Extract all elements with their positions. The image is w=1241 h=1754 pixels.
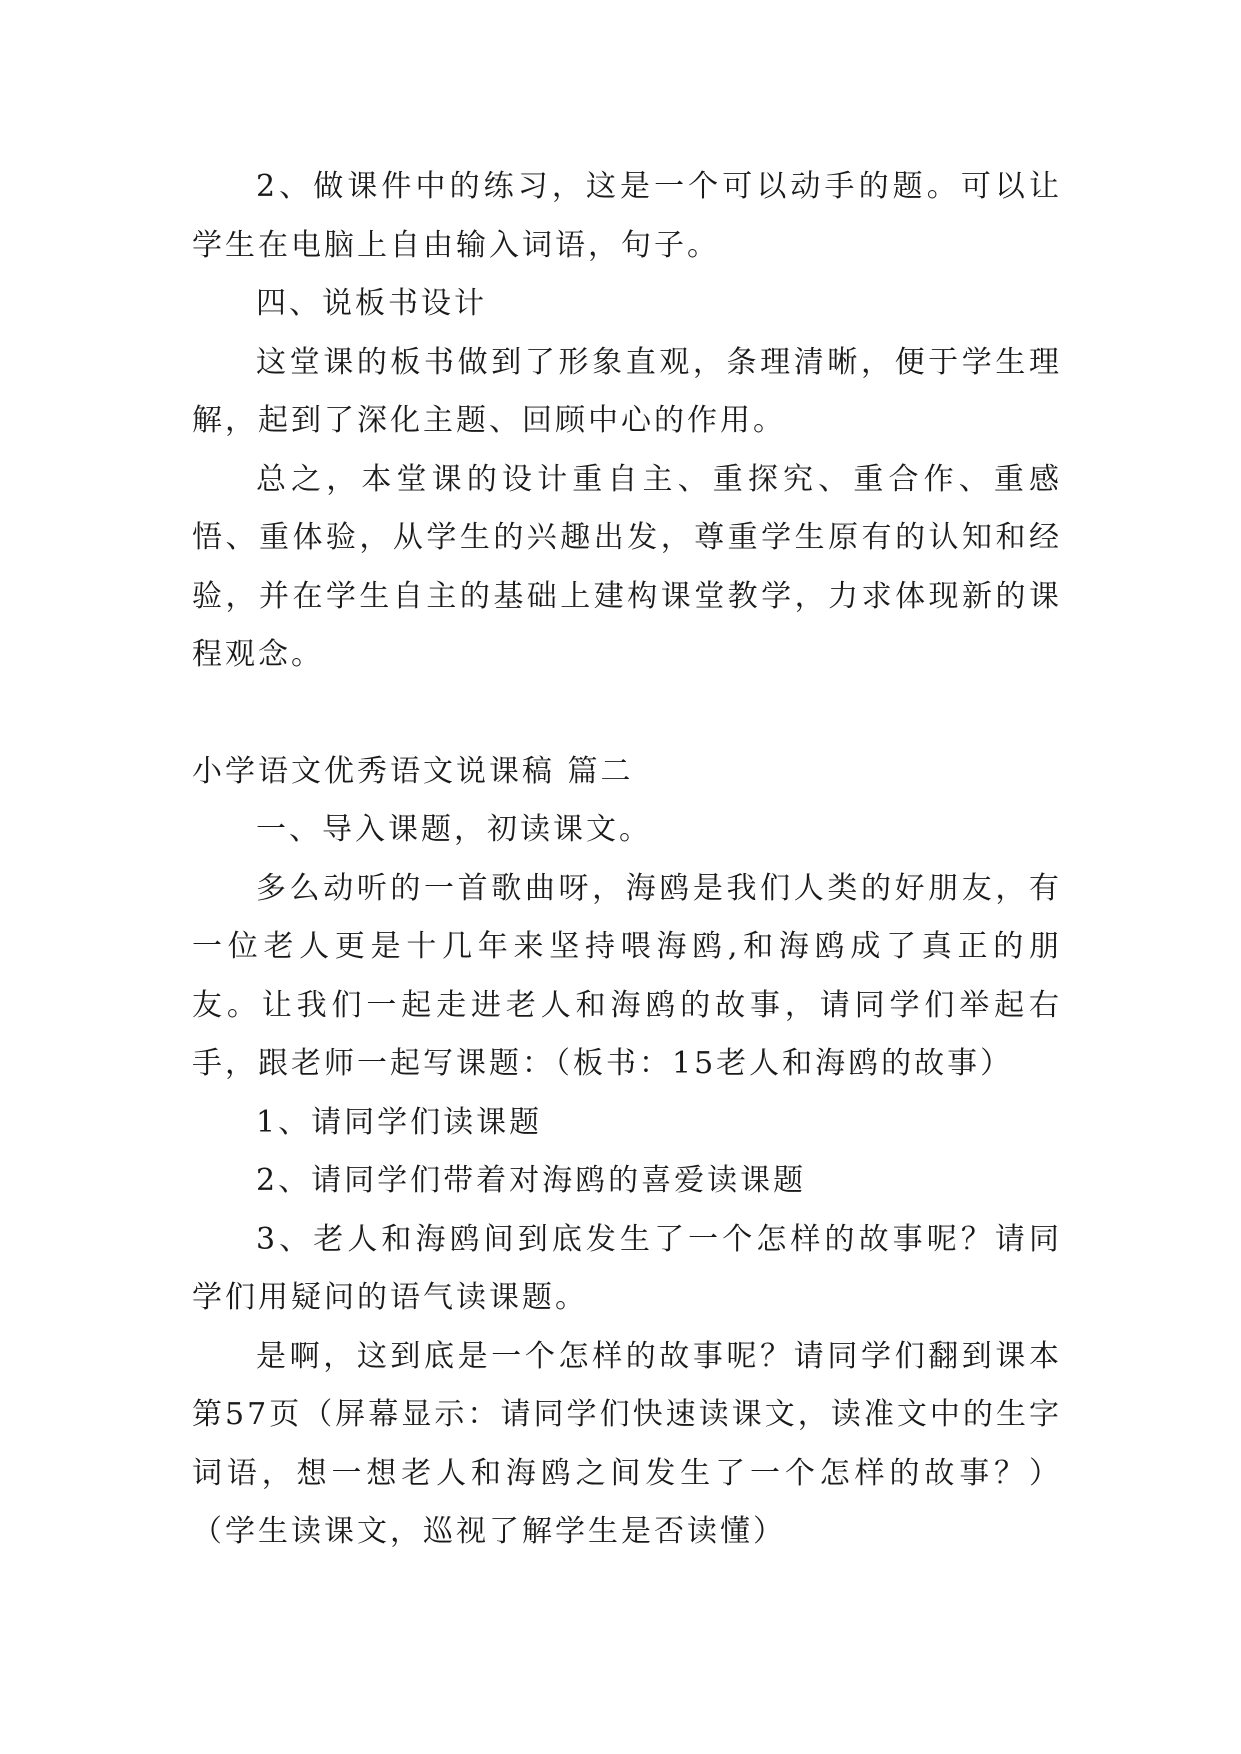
section-heading: 四、说板书设计 [256, 286, 487, 321]
paragraph: 是啊，这到底是一个怎样的故事呢？请同学们翻到课本第57页（屏幕显示：请同学们快速读课文，读准文中的生字词语，想一想老人和海鸥之间发生了一个怎样的故事？）（学生读课文，巡视了解学生是否读懂） [192, 1338, 1062, 1549]
paragraph: 多么动听的一首歌曲呀，海鸥是我们人类的好朋友，有一位老人更是十几年来坚持喂海鸥,和海鸥成了真正的朋友。让我们一起走进老人和海鸥的故事，请同学们举起右手，跟老师一起写课题：（板书：15老人和海鸥的故事） [192, 870, 1062, 1081]
paragraph: 这堂课的板书做到了形象直观，条理清晰，便于学生理解，起到了深化主题、回顾中心的作用。 [192, 344, 1062, 438]
document-body [192, 158, 1062, 1562]
paragraph: 2、做课件中的练习，这是一个可以动手的题。可以让学生在电脑上自由输入词语，句子。 [192, 169, 1062, 263]
paragraph: 总之，本堂课的设计重自主、重探究、重合作、重感悟、重体验，从学生的兴趣出发，尊重学生原有的认知和经验，并在学生自主的基础上建构课堂教学，力求体现新的课程观念。 [192, 461, 1062, 672]
list-item: 1、请同学们读课题 [256, 1104, 543, 1140]
document-section-title: 小学语文优秀语文说课稿 篇二 [192, 753, 634, 789]
list-item: 2、请同学们带着对海鸥的喜爱读课题 [256, 1163, 807, 1198]
section-heading: 一、导入课题，初读课文。 [256, 812, 652, 847]
section-gap [192, 685, 1062, 743]
list-item: 3、老人和海鸥间到底发生了一个怎样的故事呢？请同学们用疑问的语气读课题。 [192, 1221, 1062, 1315]
